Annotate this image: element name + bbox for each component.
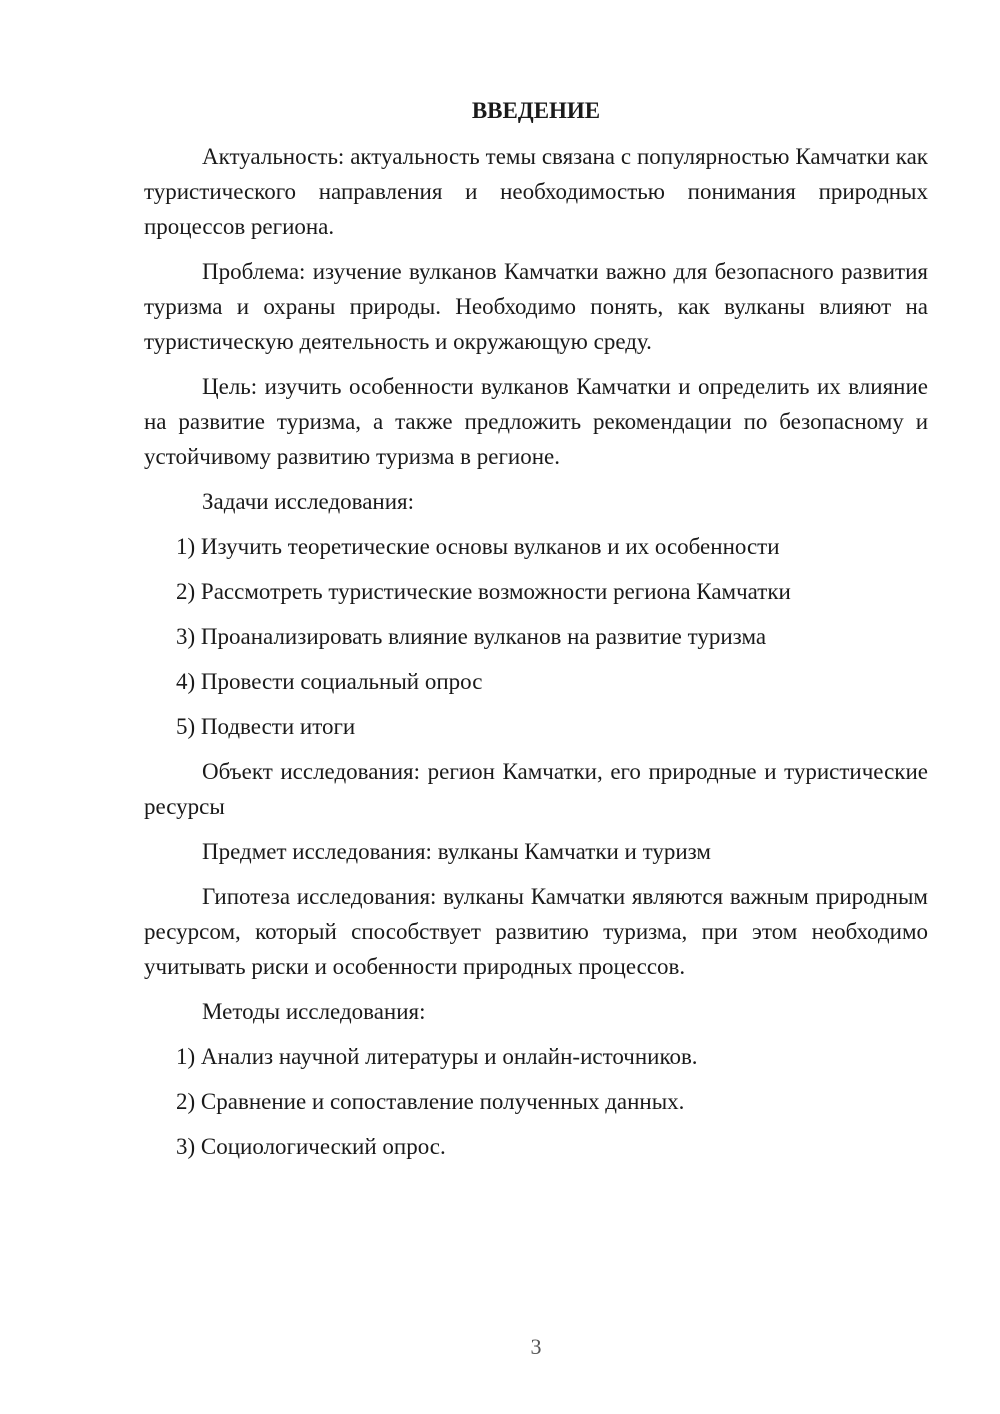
paragraph-problem: Проблема: изучение вулканов Камчатки важно для безопасного развития туризма и охраны природы. Необходимо понять, как вулканы влияют на туристическую деятельность и окружающую среду. <box>144 259 928 354</box>
list-item: 1) Изучить теоретические основы вулканов и их особенности <box>176 534 780 559</box>
list-item: 5) Подвести итоги <box>176 714 356 739</box>
page-title: ВВЕДЕНИЕ <box>471 98 601 123</box>
methods-list <box>144 1039 928 1164</box>
list-item: 3) Социологический опрос. <box>176 1134 446 1159</box>
list-item: 3) Проанализировать влияние вулканов на развитие туризма <box>176 624 767 649</box>
tasks-list <box>144 529 928 744</box>
paragraph-object: Объект исследования: регион Камчатки, его природные и туристические ресурсы <box>144 759 928 819</box>
methods-heading: Методы исследования: <box>202 999 426 1024</box>
list-item: 2) Сравнение и сопоставление полученных данных. <box>176 1089 685 1114</box>
list-item: 1) Анализ научной литературы и онлайн-источников. <box>176 1044 698 1069</box>
page-number: 3 <box>530 1334 542 1359</box>
paragraph-hypothesis: Гипотеза исследования: вулканы Камчатки являются важным природным ресурсом, который способствует развитию туризма, при этом необходимо учитывать риски и особенности природных процессов. <box>144 884 928 979</box>
page-content <box>144 95 928 1174</box>
paragraph-relevance: Актуальность: актуальность темы связана с популярностью Камчатки как туристического направления и необходимостью понимания природных процессов региона. <box>144 144 928 239</box>
tasks-heading: Задачи исследования: <box>202 489 415 514</box>
list-item: 4) Провести социальный опрос <box>176 669 483 694</box>
list-item: 2) Рассмотреть туристические возможности региона Камчатки <box>176 579 791 604</box>
paragraph-goal: Цель: изучить особенности вулканов Камчатки и определить их влияние на развитие туризма, а также предложить рекомендации по безопасному и устойчивому развитию туризма в регионе. <box>144 374 928 469</box>
paragraph-subject: Предмет исследования: вулканы Камчатки и туризм <box>202 839 711 864</box>
